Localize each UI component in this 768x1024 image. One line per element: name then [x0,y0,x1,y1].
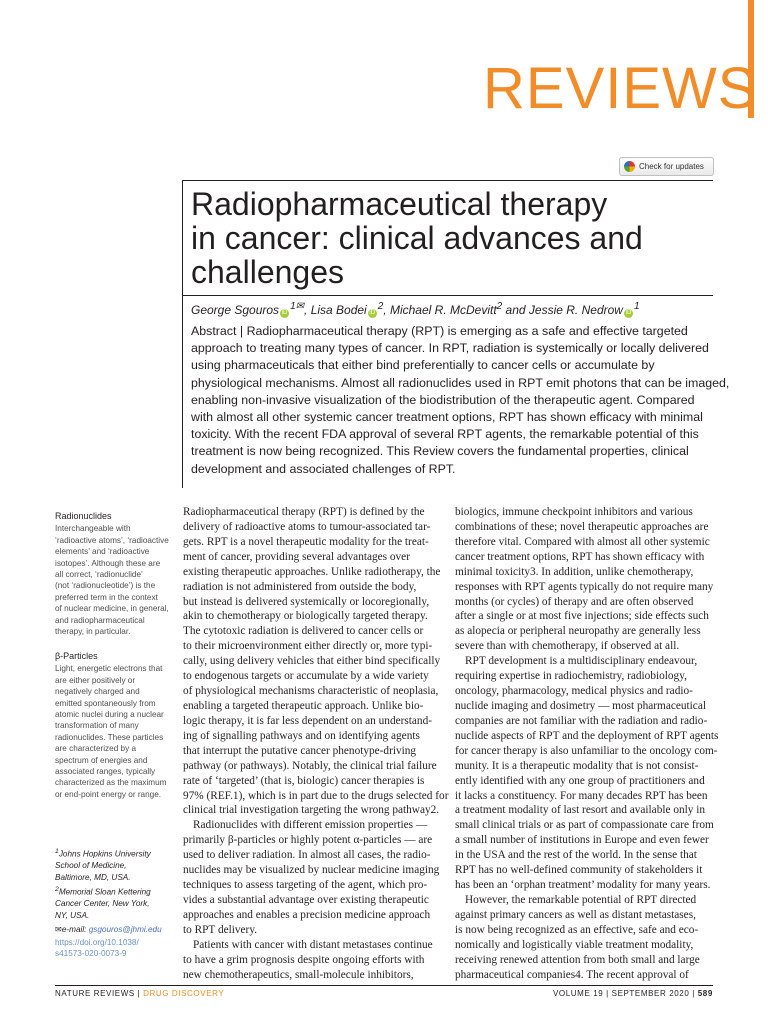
abstract-line: with almost all other systemic cancer treatment options, RPT has shown efficacy with minimal [191,410,703,425]
article-title [191,187,711,289]
body-text-line: Patients with cancer with distant metastases continue [193,938,433,951]
body-text-line: to endogenous targets or accumulate by a wide variety [183,670,429,683]
glossary-line: all correct, ‘radionuclide’ [55,570,143,580]
body-text-line: responses with RPT agents typically do not require many [455,580,714,593]
glossary-line: or end-point energy or range. [55,789,162,799]
title-line: challenges [191,254,344,290]
body-text-line: primarily β-particles or highly potent α-particles — are [183,834,433,847]
glossary-line: elements’ and ‘radioactive [55,547,150,557]
abstract-line: enabling non-invasive visualization of the biodistribution of the therapeutic agent. Compared [191,392,695,407]
abstract-label: Abstract | [191,324,247,338]
title-line: in cancer: clinical advances and [191,220,643,256]
glossary-line: radionuclides. These particles [55,732,164,742]
author-separator: , [304,303,311,317]
body-text-line: but instead is delivered systemically or locoregionally, [183,595,430,608]
body-text-line: oncology, pharmacology, medical physics and radio- [455,685,693,698]
glossary-line: are either positively or [55,675,136,685]
body-text-line: ing of signalling pathways and on identifying agents [183,729,420,742]
author-affiliation: 1 [633,301,640,312]
body-text-line: approaches and enables a precision medicine approach [183,908,431,921]
affiliation-number: 2 [55,886,59,893]
glossary-line: atomic nuclei during a nuclear [55,710,164,720]
glossary-term: β-Particles [55,651,98,661]
body-text-line: combinations of these; novel therapeutic approaches are [455,520,709,533]
body-text-line: for cancer therapy is also unfamiliar to the oncology com- [455,744,718,757]
doi-line: https://doi.org/10.1038/ [55,938,139,947]
abstract-line: treatment is now being recognized. This Review covers the fundamental properties, clinical [191,444,689,459]
body-text-line: small clinical trials or as part of compassionate care from [455,819,714,832]
abstract-line: Radiopharmaceutical therapy (RPT) is emerging as a safe and effective targeted [246,324,688,338]
glossary-line: Light, energetic electrons that [55,664,163,674]
glossary-line: spectrum of energies and [55,755,148,765]
doi-link[interactable] [55,937,139,960]
body-text-line: cally, using delivery vehicles that either bind specifically [183,655,441,668]
author-separator: and [502,303,529,317]
check-for-updates-label: Check for updates [639,162,704,171]
orcid-icon[interactable]: iD [281,310,288,316]
crossmark-icon [624,161,635,172]
journal-name: NATURE REVIEWS | [55,989,144,998]
glossary-line: preferred term in the context [55,592,158,602]
body-text-line: to their microenvironment either directly or, more typi- [183,640,433,653]
body-text-line: RPT has no well-defined community of stakeholders it [455,864,703,877]
body-text-line: pathway (or pathways). Notably, the clinical trial failure [183,759,437,772]
body-text-line: that interrupt the putative cancer phenotype-driving [183,744,417,757]
body-text-line: after a single or at most five injections; side effects such [455,610,709,623]
glossary-line: therapy, in particular. [55,627,131,637]
body-text-line: logic therapy, it is far less dependent on an understand- [183,714,432,727]
affiliation-line: Johns Hopkins University [58,849,151,859]
body-text-line: RPT development is a multidisciplinary endeavour, [465,655,698,668]
author-affiliation: 1✉ [290,301,305,312]
body-text-line: enabling a targeted therapeutic approach. Unlike bio- [183,699,424,712]
body-text-line: delivery of radioactive atoms to tumour-associated tar- [183,520,431,533]
glossary-line: transformation of many [55,721,139,731]
body-text-line: vides a substantial advantage over existing therapeutic [183,893,429,906]
body-text-line: nuclide aspects of RPT and the deployment of RPT agents [455,729,719,742]
body-column-1 [183,505,449,983]
body-text-line: used to deliver radiation. In almost all cases, the radio- [183,849,431,862]
author-list [191,301,640,318]
orcid-icon[interactable]: iD [625,310,632,316]
body-text-line: munity. It is a therapeutic modality that is not consist- [455,759,699,772]
body-text-line: nuclide imaging and dosimetry — most pharmaceutical [455,699,706,712]
author-name[interactable]: Lisa Bodei [310,303,367,317]
body-text-line: has been an ‘orphan treatment’ modality for many years. [455,879,711,892]
body-text-line: minimal toxicity3. In addition, unlike chemotherapy, [455,565,694,578]
page-number: 589 [697,989,713,998]
body-text-line: radiation is not administered from outside the body, [183,580,417,593]
doi-line: s41573-020-0073-9 [55,949,127,959]
glossary-line: negatively charged and [55,687,140,697]
glossary-entry-beta-particles [55,651,171,800]
glossary-line: are characterized by a [55,744,137,754]
title-line: Radiopharmaceutical therapy [191,186,608,222]
abstract [191,323,730,478]
affiliation-line: Memorial Sloan Kettering [58,887,151,897]
glossary-entry-radionuclides [55,511,171,637]
body-text-line: a treatment modality of last resort and available only in [455,804,706,817]
body-text-line: The cytotoxic radiation is delivered to cancer cells or [183,625,424,638]
authors-rule [182,295,713,296]
subjournal-name: DRUG DISCOVERY [143,989,225,998]
affiliation-line: Cancer Center, New York, [55,899,150,909]
body-text-line: rate of ‘targeted’ (that is, biologic) cancer therapies is [183,774,425,787]
body-text-line: receiving renewed attention from both small and large [455,953,700,966]
body-text-line: existing therapeutic approaches. Unlike radiotherapy, the [183,565,441,578]
author-name[interactable]: Michael R. McDevitt [389,303,497,317]
abstract-line: physiological mechanisms. Almost all radionuclides used in RPT emit photons that can be imaged, [191,375,730,390]
affiliation-line: School of Medicine, [55,861,127,871]
affiliation-line: Baltimore, MD, USA. [55,872,131,882]
footer-journal [55,989,224,998]
title-left-rule [182,180,183,488]
footer-rule [55,985,713,986]
body-text-line: 97% (REF.1), which is in part due to the drugs selected for [183,789,449,802]
body-text-line: nomically and logistically viable treatment modality, [455,938,694,951]
body-text-line: ment of cancer, providing several advantages over [183,550,410,563]
orcid-icon[interactable]: iD [369,310,376,316]
body-text-line: clinical trial investigation targeting the wrong pathway2. [183,804,440,817]
body-text-line: in the USA and the rest of the world. In the sense that [455,849,697,862]
body-column-2 [455,505,719,983]
glossary-line: emitted spontaneously from [55,698,156,708]
affiliation-1 [55,846,175,883]
body-text-line: gets. RPT is a novel therapeutic modality for the treat- [183,535,429,548]
body-text-line: is now being recognized as an effective, safe and eco- [455,923,699,936]
email-line [55,924,175,935]
body-text-line: new chemotherapeutics, small-molecule inhibitors, [183,968,414,981]
abstract-line: toxicity. With the recent FDA approval of several RPT agents, the remarkable potential of this [191,427,699,442]
body-text-line: it lacks a constituency. For many decades RPT has been [455,789,708,802]
abstract-line: using pharmaceuticals that either bind preferentially to cancer cells or accumulate by [191,358,655,373]
body-text-line: companies are not familiar with the radiation and radio- [455,714,708,727]
email-icon: ✉ [55,925,62,934]
body-text-line: as alopecia or peripheral neuropathy are generally less [455,625,701,638]
issue-info: VOLUME 19 | SEPTEMBER 2020 | [553,989,698,998]
body-text-line: techniques to assess targeting of the agent, which pro- [183,879,428,892]
affiliation-number: 1 [55,848,59,855]
body-text-line: pharmaceutical companies4. The recent approval of [455,968,689,981]
author-affiliation: 2 [496,301,503,312]
body-text-line: cancer treatment options, RPT has shown efficacy with [455,550,705,563]
body-text-line: against primary cancers as well as distant metastases, [455,908,696,921]
glossary-line: associated ranges, typically [55,767,156,777]
body-text-line: to RPT delivery. [183,923,258,936]
check-for-updates-button[interactable] [619,157,714,176]
glossary-line: isotopes’. Although these are [55,558,161,568]
abstract-line: approach to treating many types of cancer. In RPT, radiation is systemically or locally delivered [191,341,709,356]
glossary-line: (not ‘radionucleotide’) is the [55,581,156,591]
section-label: REVIEWS [483,56,758,121]
body-text-line: to have a grim prognosis despite ongoing efforts with [183,953,425,966]
title-top-rule [182,180,713,181]
author-affiliation: 2 [377,301,384,312]
affiliation-line: NY, USA. [55,910,90,920]
affiliation-2 [55,884,175,921]
body-text-line: biologics, immune checkpoint inhibitors and various [455,506,693,518]
author-name[interactable]: Jessie R. Nedrow [528,303,623,317]
author-separator: , [383,303,390,317]
footer-issue [553,989,713,998]
body-text-line: therefore vital. Compared with almost all other systemic [455,535,710,548]
body-text-line: severe than with chemotherapy, if observed at all. [455,640,680,653]
body-text-line: a small number of institutions in Europe and even fewer [455,834,709,847]
glossary-line: ‘radioactive atoms’, ‘radioactive [55,535,169,545]
glossary-line: of nuclear medicine, in general, [55,604,169,614]
abstract-line: development and associated challenges of RPT. [191,461,456,476]
body-text-line: However, the remarkable potential of RPT directed [465,893,697,906]
body-text-line: akin to chemotherapy or biologically targeted therapy. [183,610,428,623]
body-text-line: of physiological mechanisms characteristic of neoplasia, [183,685,439,698]
body-text-line: ently identified with any one group of practitioners and [455,774,705,787]
glossary-line: characterized as the maximum [55,778,167,788]
email-label: e-mail: [61,925,89,934]
body-text-line: Radionuclides with different emission properties — [193,819,428,832]
author-name[interactable]: George Sgouros [191,303,280,317]
glossary-line: and radiopharmaceutical [55,615,145,625]
body-text-line: Radiopharmaceutical therapy (RPT) is defined by the [183,506,425,518]
glossary-line: Interchangeable with [55,524,131,534]
body-text-line: months (or cycles) of therapy and are often observed [455,595,694,608]
glossary-term: Radionuclides [55,511,112,521]
body-text-line: requiring expertise in radiochemistry, radiobiology, [455,670,687,683]
email-link[interactable]: gsgouros@jhmi.edu [88,925,162,934]
body-text-line: nuclides may be visualized by nuclear medicine imaging [183,864,440,877]
